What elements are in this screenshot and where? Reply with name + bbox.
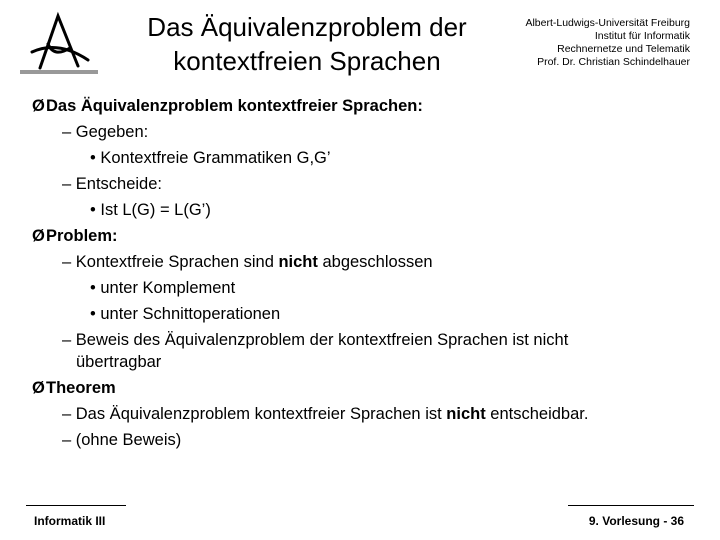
affiliation-line: Albert-Ludwigs-Universität Freiburg [525,17,690,29]
affiliation-line: Institut für Informatik [594,30,690,42]
emphasis: nicht [278,253,318,271]
item-schnittoperationen: • unter Schnittoperationen [90,305,281,323]
text-part: – Das Äquivalenzproblem kontextfreier Sprachen ist [62,405,447,423]
sub-beweis-line1: – Beweis des Äquivalenzproblem der kontextfreien Sprachen ist nicht [62,331,569,349]
title-line-2: kontextfreien Sprachen [173,46,441,76]
text-part: – Kontextfreie Sprachen sind [62,253,279,271]
university-logo [18,8,106,80]
emphasis: nicht [446,405,486,423]
sub-entscheide: – Entscheide: [62,175,162,193]
affiliation-line: Rechnernetze und Telematik [557,43,690,55]
item-grammatiken: • Kontextfreie Grammatiken G,G’ [90,149,331,167]
sub-gegeben: – Gegeben: [62,123,149,141]
sub-nicht-abgeschlossen [62,252,433,272]
footer-page-number: 9. Vorlesung - 36 [588,514,684,528]
bullet-problem [32,226,118,246]
sub-nicht-entscheidbar [62,404,588,424]
sub-beweis-line2: übertragbar [76,353,162,371]
bullet-text: Problem: [46,227,118,245]
footer-course: Informatik III [34,514,106,528]
footer-rule-left [26,505,126,506]
arrow-bullet-icon: Ø [32,227,45,245]
bullet-theorem [32,378,116,398]
arrow-bullet-icon: Ø [32,97,45,115]
bullet-text: Theorem [46,379,116,397]
title-line-1: Das Äquivalenzproblem der [147,12,467,42]
item-ist-l-g: • Ist L(G) = L(G’) [90,201,211,219]
affiliation-line: Prof. Dr. Christian Schindelhauer [537,56,690,68]
text-part: entscheidbar. [485,405,589,423]
bullet-text: Das Äquivalenzproblem kontextfreier Sprachen: [46,97,423,115]
text-part: abgeschlossen [317,253,433,271]
item-komplement: • unter Komplement [90,279,236,297]
footer-rule-right [568,505,694,506]
slide-title [112,10,502,78]
affiliation [470,17,690,69]
bullet-aequivalenzproblem [32,96,423,116]
arrow-bullet-icon: Ø [32,379,45,397]
sub-ohne-beweis: – (ohne Beweis) [62,431,182,449]
